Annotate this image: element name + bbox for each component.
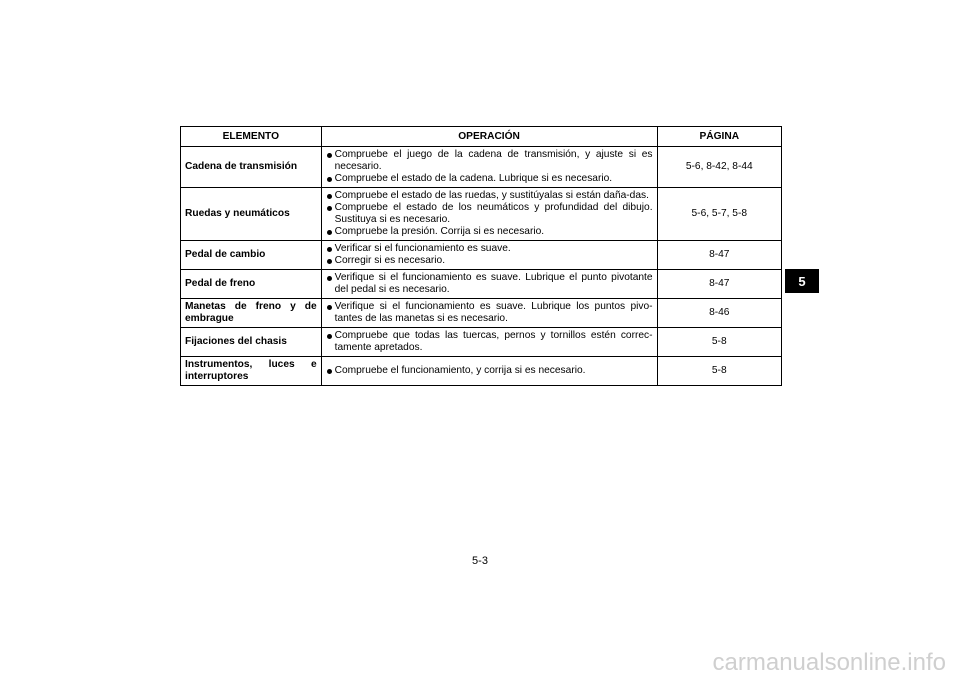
table-row — [181, 147, 782, 188]
table-row — [181, 357, 782, 386]
operation-item: Verifique si el funcionamiento es suave. Lubrique el punto pivotante del pedal si es necesario. — [327, 272, 653, 296]
table-row — [181, 328, 782, 357]
table-header-row — [181, 127, 782, 147]
operation-item: Verificar si el funcionamiento es suave. — [327, 243, 653, 255]
page-number: 5-3 — [472, 555, 488, 567]
table-row — [181, 270, 782, 299]
row-page: 5-6, 8-42, 8-44 — [657, 147, 781, 188]
row-page: 5-8 — [657, 328, 781, 357]
row-operation — [321, 270, 657, 299]
row-operation — [321, 328, 657, 357]
table-row — [181, 241, 782, 270]
operation-item: Compruebe el estado de la cadena. Lubrique si es necesario. — [327, 173, 653, 185]
table-row — [181, 188, 782, 241]
row-element: Manetas de freno y de embrague — [181, 299, 322, 328]
operation-item: Corregir si es necesario. — [327, 255, 653, 267]
section-tab: 5 — [785, 269, 819, 293]
row-element: Ruedas y neumáticos — [181, 188, 322, 241]
header-element: ELEMENTO — [181, 127, 322, 147]
row-page: 5-6, 5-7, 5-8 — [657, 188, 781, 241]
row-element: Cadena de transmisión — [181, 147, 322, 188]
row-page: 8-46 — [657, 299, 781, 328]
row-operation — [321, 241, 657, 270]
header-page: PÁGINA — [657, 127, 781, 147]
operation-item: Compruebe que todas las tuercas, pernos y tornillos estén correc-tamente apretados. — [327, 330, 653, 354]
watermark: carmanualsonline.info — [712, 649, 946, 676]
operation-item: Compruebe el funcionamiento, y corrija si es necesario. — [327, 365, 653, 377]
operation-item: Compruebe el estado de los neumáticos y profundidad del dibujo. Sustituya si es necesario. — [327, 202, 653, 226]
operation-item: Compruebe el estado de las ruedas, y sustitúyalas si están daña-das. — [327, 190, 653, 202]
row-element: Pedal de cambio — [181, 241, 322, 270]
maintenance-table — [180, 126, 782, 386]
row-operation — [321, 188, 657, 241]
operation-item: Compruebe el juego de la cadena de transmisión, y ajuste si es necesario. — [327, 149, 653, 173]
row-page: 5-8 — [657, 357, 781, 386]
row-operation — [321, 357, 657, 386]
row-operation — [321, 299, 657, 328]
row-page: 8-47 — [657, 241, 781, 270]
row-operation — [321, 147, 657, 188]
table-row — [181, 299, 782, 328]
operation-item: Verifique si el funcionamiento es suave. Lubrique los puntos pivo-tantes de las manetas si es necesario. — [327, 301, 653, 325]
row-element: Instrumentos, luces e interruptores — [181, 357, 322, 386]
row-element: Fijaciones del chasis — [181, 328, 322, 357]
header-operation: OPERACIÓN — [321, 127, 657, 147]
operation-item: Compruebe la presión. Corrija si es necesario. — [327, 226, 653, 238]
row-element: Pedal de freno — [181, 270, 322, 299]
row-page: 8-47 — [657, 270, 781, 299]
